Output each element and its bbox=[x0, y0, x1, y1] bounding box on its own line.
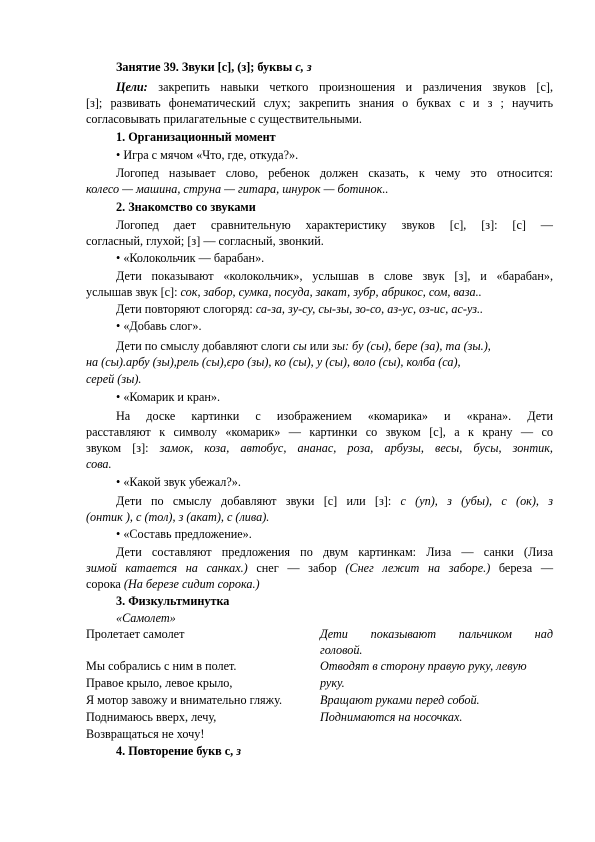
goals-line-1: Цели: закрепить навыки четкого произношения и различения звуков [с], bbox=[116, 80, 553, 94]
s2-paragraph-5: Дети повторяют слогоряд: са-за, зу-су, сы-зы, зо-со, аз-ус, оз-ис, ас-уз.. bbox=[116, 302, 484, 316]
poem-line: Поднимаюсь вверх, лечу, bbox=[86, 710, 217, 724]
game-bell-drum: • «Колокольчик — барабан». bbox=[116, 251, 265, 265]
s2-paragraph-9: На доске картинки с изображением «комарика» и «крана». Дети bbox=[116, 409, 553, 423]
s1-paragraph-2: колесо — машина, струна — гитара, шнурок — ботинок.. bbox=[86, 182, 389, 196]
s2-paragraph-13: Дети по смыслу добавляют звуки [с] или [з]: с (уп), з (убы), с (ок), з bbox=[116, 494, 553, 508]
game-mosquito-crane: • «Комарик и кран». bbox=[116, 390, 221, 404]
poem-action: руку. bbox=[320, 676, 345, 690]
game-sentence: • «Составь предложение». bbox=[116, 527, 252, 541]
poem-line: Я мотор завожу и внимательно гляжу. bbox=[86, 693, 283, 707]
game-which-sound: • «Какой звук убежал?». bbox=[116, 475, 241, 489]
s2-paragraph-11: звуком [з]: замок, коза, автобус, ананас, роза, арбузы, весы, бусы, зонтик, bbox=[86, 441, 553, 455]
poem-action: Отводят в сторону правую руку, левую bbox=[320, 659, 527, 673]
lesson-title: Занятие 39. Звуки [с], (з]; буквы с, з bbox=[116, 60, 312, 74]
goals-line-2: [з]; развивать фонематический слух; закрепить знания о буквах с и з ; научить bbox=[86, 96, 553, 110]
poem-line: Мы собрались с ним в полет. bbox=[86, 659, 237, 673]
s2-paragraph-2: согласный, глухой; [з] — согласный, звонкий. bbox=[86, 234, 324, 248]
poem-line: Пролетает самолет bbox=[86, 627, 185, 641]
s2-paragraph-8: серей (зы). bbox=[86, 372, 142, 386]
section-heading-2: 2. Знакомство со звуками bbox=[116, 200, 256, 214]
poem-line: Возвращаться не хочу! bbox=[86, 727, 205, 741]
s2-paragraph-14: (онтик ), с (тол), з (акат), с (лива). bbox=[86, 510, 270, 524]
poem-action: Поднимаются на носочках. bbox=[320, 710, 463, 724]
s1-paragraph-1: Логопед называет слово, ребенок должен сказать, к чему это относится: bbox=[116, 166, 553, 180]
poem-line: Правое крыло, левое крыло, bbox=[86, 676, 233, 690]
poem-action: Дети показывают пальчиком над bbox=[320, 627, 553, 641]
s2-paragraph-6: Дети по смыслу добавляют слоги сы или зы: бу (сы), бере (за), та (зы.), bbox=[116, 339, 491, 353]
goals-line-3: согласовывать прилагательные с существительными. bbox=[86, 112, 362, 126]
s2-paragraph-4: услышав звук [с]: сок, забор, сумка, посуда, закат, зубр, абрикос, сом, ваза.. bbox=[86, 285, 482, 299]
poem-title: «Самолет» bbox=[116, 611, 176, 625]
s2-paragraph-16: зимой катается на санках.) снег — забор (Снег лежит на заборе.) береза — bbox=[86, 561, 554, 575]
s2-paragraph-7: на (сы).арбу (зы),рель (сы),єро (зы), ко (сы), у (сы), воло (сы), колба (са), bbox=[86, 355, 461, 369]
s2-paragraph-17: сорока (На березе сидит сорока.) bbox=[86, 577, 260, 591]
game-add-syllable: • «Добавь слог». bbox=[116, 319, 202, 333]
game-ball: • Игра с мячом «Что, где, откуда?». bbox=[116, 148, 299, 162]
poem-action: Вращают руками перед собой. bbox=[320, 693, 480, 707]
s2-paragraph-3: Дети показывают «колокольчик», услышав в слове звук [з], и «барабан», bbox=[116, 269, 553, 283]
section-heading-3: 3. Физкультминутка bbox=[116, 594, 230, 608]
section-heading-4: 4. Повторение букв с, з bbox=[116, 744, 241, 758]
section-heading-1: 1. Организационный момент bbox=[116, 130, 276, 144]
s2-paragraph-1: Логопед дает сравнительную характеристику звуков [с], [з]: [с] — bbox=[116, 218, 553, 232]
s2-paragraph-10: расставляют к символу «комарик» — картинки со звуком [с], а к крану — со bbox=[86, 425, 553, 439]
s2-paragraph-15: Дети составляют предложения по двум картинкам: Лиза — санки (Лиза bbox=[116, 545, 553, 559]
poem-action: головой. bbox=[320, 643, 363, 657]
s2-paragraph-12: сова. bbox=[86, 457, 112, 471]
